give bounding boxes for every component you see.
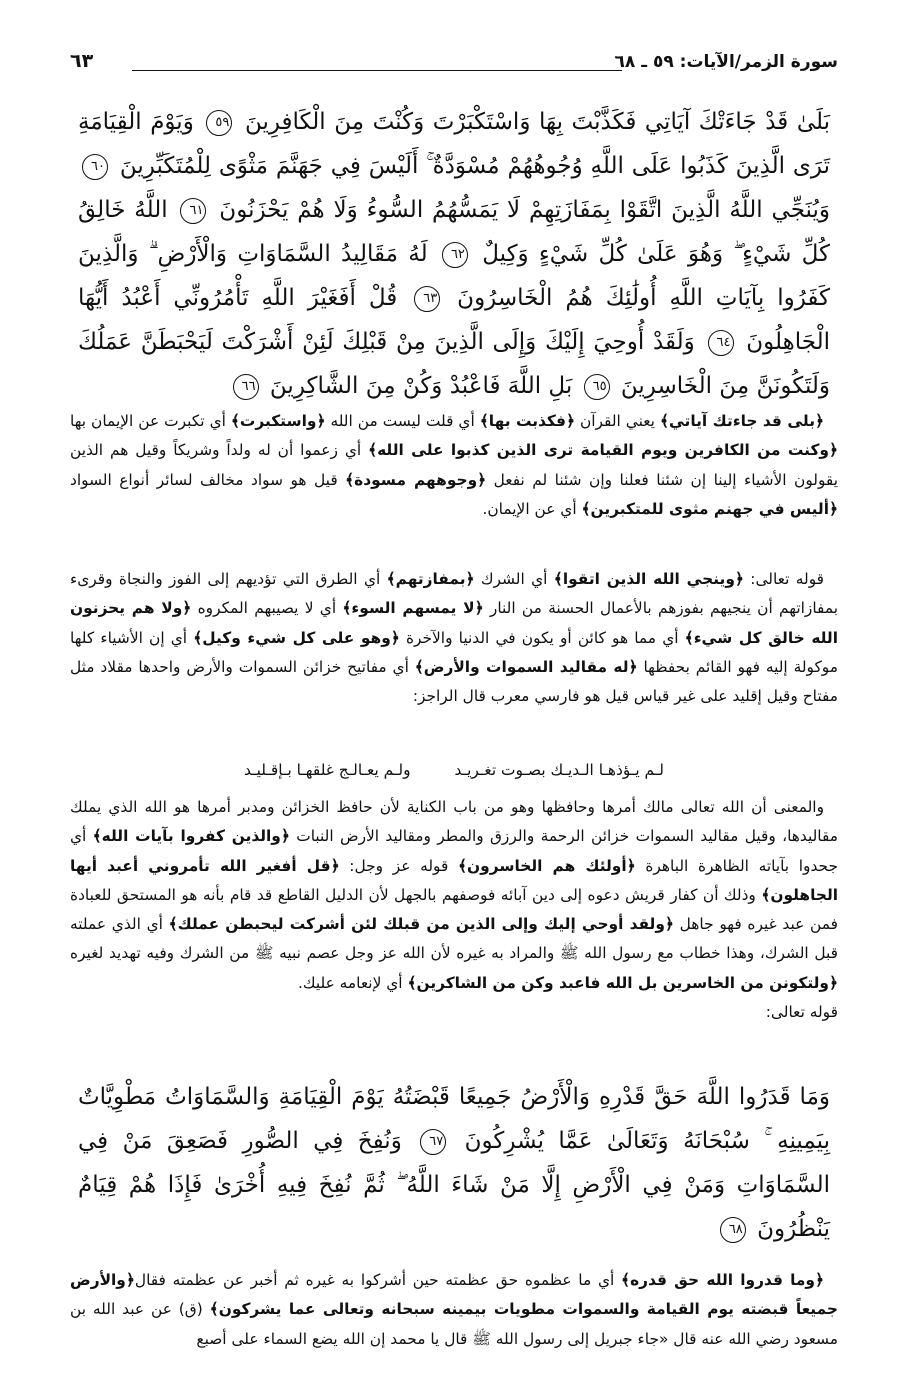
ayah-marker-67: ٦٧ bbox=[420, 1129, 446, 1155]
ayah-marker-59: ٥٩ bbox=[206, 110, 232, 136]
text: أي ما عظموه حق عظمته حين أشركوا به غيره ثم أخبر عن عظمته فقال bbox=[134, 1271, 622, 1289]
ayah-marker-60: ٦٠ bbox=[82, 154, 108, 180]
verse-61-text: وَيُنَجِّي اللَّهُ الَّذِينَ اتَّقَوْا بِمَفَازَتِهِمْ لَا يَمَسُّهُمُ السُّوءُ وَلَا هُمْ يَحْزَنُونَ bbox=[219, 197, 830, 223]
quote: ﴿أليس في جهنم مثوى للمتكبرين﴾ bbox=[581, 499, 838, 518]
text: أي مفاتيح خزائن السموات والأرض واحدها مقلاد مثل مفتاح وقيل إقليد على غير قياس قيل هو فارسي معرب قال الراجز: bbox=[70, 657, 838, 706]
poem-hemistich-1: لـم يـؤذهـا الـديـك بصـوت تغـريـد bbox=[454, 761, 664, 779]
text: أي زعموا أن له ولداً وشريكاً وقيل هم الذين يقولون الأشياء إلينا إن شئنا فعلنا وإن شئنا لم نفعل bbox=[70, 441, 838, 489]
commentary-paragraph-3 bbox=[70, 793, 838, 1059]
text: أي قلت ليست من الله bbox=[325, 412, 480, 430]
quote: ﴿والذين كفروا بآيات الله﴾ bbox=[92, 827, 290, 846]
poem-verse bbox=[70, 755, 838, 791]
ayah-marker-62: ٦٢ bbox=[442, 242, 468, 268]
verse-64-text: قُلْ أَفَغَيْرَ اللَّهِ تَأْمُرُونِّي أَعْبُدُ أَيُّهَا الْجَاهِلُونَ bbox=[78, 285, 831, 355]
quote: ﴿لا يمسهم السوء﴾ bbox=[342, 599, 484, 618]
text: أي لإنعامه عليك. bbox=[298, 973, 408, 992]
quote: ﴿فكذبت بها﴾ bbox=[479, 412, 575, 430]
verse-63-text: لَهُ مَقَالِيدُ السَّمَاوَاتِ وَالْأَرْضِ ۗ وَالَّذِينَ كَفَرُوا بِآيَاتِ اللَّهِ أُولَٰئِكَ هُمُ الْخَاسِرُونَ bbox=[78, 241, 830, 311]
text: قوله عز وجل: bbox=[339, 856, 459, 875]
quote: ﴿واستكبرت﴾ bbox=[230, 412, 326, 430]
text: قيل هو سواد مخالف لسائر أنواع السواد bbox=[70, 470, 346, 489]
header-rule bbox=[132, 70, 622, 71]
commentary-paragraph-1 bbox=[70, 407, 838, 559]
text: أي الذي عملته قبل الشرك، وهذا خطاب مع رسول الله ﷺ والمراد به غيره لأن الله عز وجل عصم نبيه ﷺ من الشرك وفيه تهديد لغيره bbox=[70, 915, 838, 963]
text: أي جحدوا بآياته الظاهرة الباهرة bbox=[70, 827, 838, 875]
text: أي إن الأشياء كلها موكولة إليه فهو القائم بحفظها bbox=[70, 628, 838, 676]
quote: ﴿قل أفغير الله تأمروني أعبد أيها الجاهلون﴾ bbox=[70, 856, 838, 904]
verse-68-text: وَنُفِخَ فِي الصُّورِ فَصَعِقَ مَنْ فِي السَّمَاوَاتِ وَمَنْ فِي الْأَرْضِ إِلَّا مَنْ شَاءَ اللَّهُ ۖ ثُمَّ نُفِخَ فِيهِ أُخْرَىٰ فَإِذَا هُمْ قِيَامٌ يَنْظُرُونَ bbox=[78, 1128, 830, 1242]
page-number: ٦٣ bbox=[70, 50, 94, 72]
text: والمعنى أن الله تعالى مالك أمرها وحافظها وهو من باب الكناية لأن حافظ الخزائن ومدبر أمرها هو الله الذي يملك مقاليدها، وقيل مقاليد السموات خزائن الرحمة والرزق والمطر ومقاليد الأرض النبات bbox=[70, 798, 839, 846]
running-header bbox=[70, 48, 838, 82]
quote: ﴿وما قدروا الله حق قدره﴾ bbox=[621, 1271, 825, 1289]
poem-hemistich-2: ولـم يعـالـج غلقهـا بـإقـليـد bbox=[244, 761, 411, 779]
ayah-marker-63: ٦٣ bbox=[414, 286, 440, 312]
verse-67-text: وَمَا قَدَرُوا اللَّهَ حَقَّ قَدْرِهِ وَالْأَرْضُ جَمِيعًا قَبْضَتُهُ يَوْمَ الْقِيَامَةِ وَالسَّمَاوَاتُ مَطْوِيَّاتٌ بِيَمِينِهِ ۚ سُبْحَانَهُ وَتَعَالَىٰ عَمَّا يُشْرِكُونَ bbox=[78, 1084, 830, 1154]
verse-59-text: بَلَىٰ قَدْ جَاءَتْكَ آيَاتِي فَكَذَّبْتَ بِهَا وَاسْتَكْبَرْتَ وَكُنْتَ مِنَ الْكَافِرِينَ bbox=[244, 109, 831, 135]
text: يعني القرآن bbox=[574, 412, 660, 430]
ayah-marker-66: ٦٦ bbox=[233, 374, 259, 400]
verse-60-text: وَيَوْمَ الْقِيَامَةِ تَرَى الَّذِينَ كَذَبُوا عَلَى اللَّهِ وُجُوهُهُمْ مُسْوَدَّةٌ ۚ أَلَيْسَ فِي جَهَنَّمَ مَثْوًى لِلْمُتَكَبِّرِينَ bbox=[78, 109, 830, 179]
surah-header-title: سورة الزمر/الآيات: ٥٩ ـ ٦٨ bbox=[614, 52, 838, 72]
ayah-marker-64: ٦٤ bbox=[708, 330, 734, 356]
text: وذلك أن كفار قريش دعوه إلى دين آبائه فوصفهم بالجهل لأن الدليل القاطع قد قام بأنه هو المستحق للعبادة فمن عبد غيره فهو جاهل bbox=[70, 885, 838, 934]
text: أي الطرق التي تؤديهم إلى الفوز والنجاة وقرىء بمفازاتهم أن ينجيهم بفوزهم بالأعمال الحسنة من النار bbox=[70, 570, 839, 618]
text: أي تكبرت عن الإيمان بها bbox=[70, 412, 231, 430]
verse-62-text: اللَّهُ خَالِقُ كُلِّ شَيْءٍ ۖ وَهُوَ عَلَىٰ كُلِّ شَيْءٍ وَكِيلٌ bbox=[78, 197, 831, 267]
ayah-marker-65: ٦٥ bbox=[584, 374, 610, 400]
quote: ﴿ولقد أوحي إليك وإلى الذين من قبلك لئن أشركت ليحبطن عملك﴾ bbox=[168, 915, 674, 934]
quran-verses-59-66 bbox=[70, 88, 838, 403]
text: قوله تعالى: bbox=[765, 1003, 838, 1022]
verse-66-text: بَلِ اللَّهَ فَاعْبُدْ وَكُنْ مِنَ الشَّاكِرِينَ bbox=[269, 373, 573, 399]
quote: ﴿وجوههم مسودة﴾ bbox=[345, 470, 487, 489]
quote: ﴿والأرض جميعاً قبضته يوم القيامة والسموات مطويات بيمينه سبحانه وتعالى عما يشركون﴾ bbox=[70, 1271, 838, 1319]
quote: ﴿بمفازتهم﴾ bbox=[386, 570, 475, 588]
quran-verses-67-68 bbox=[70, 1063, 838, 1258]
quote: ﴿وهو على كل شيء وكيل﴾ bbox=[193, 628, 400, 647]
quote: ﴿أولئك هم الخاسرون﴾ bbox=[458, 856, 636, 875]
text: (ق) عن عبد الله بن مسعود رضي الله عنه قال «جاء جبريل إلى رسول الله ﷺ قال يا محمد إن الله يضع السماء على أصبع bbox=[70, 1300, 838, 1348]
text: أي عن الإيمان. bbox=[482, 499, 582, 518]
text: أي مما هو كائن أو يكون في الدنيا والآخرة bbox=[399, 628, 685, 647]
commentary-paragraph-4 bbox=[70, 1266, 838, 1362]
text: أي لا يصيبهم المكروه bbox=[191, 599, 343, 618]
text: قوله تعالى: bbox=[743, 570, 825, 588]
quote: ﴿وكنت من الكافرين ويوم القيامة ترى الذين كذبوا على الله﴾ bbox=[368, 441, 838, 460]
verse-65-text: وَلَقَدْ أُوحِيَ إِلَيْكَ وَإِلَى الَّذِينَ مِنْ قَبْلِكَ لَئِنْ أَشْرَكْتَ لَيَحْبَطَنَّ عَمَلُكَ وَلَتَكُونَنَّ مِنَ الْخَاسِرِينَ bbox=[78, 329, 830, 399]
text: أي الشرك bbox=[474, 570, 554, 588]
quote: ﴿له مقاليد السموات والأرض﴾ bbox=[414, 657, 638, 676]
quote: ﴿ولا هم يحزنون الله خالق كل شيء﴾ bbox=[70, 599, 838, 647]
ayah-marker-61: ٦١ bbox=[180, 198, 206, 224]
book-page bbox=[70, 48, 838, 1358]
quote-bala-qad: ﴿بلى قد جاءتك آياتي﴾ bbox=[659, 412, 824, 430]
quote: ﴿ولتكونن من الخاسرين بل الله فاعبد وكن من الشاكرين﴾ bbox=[407, 973, 838, 992]
ayah-marker-68: ٦٨ bbox=[720, 1217, 746, 1243]
quote: ﴿وينجي الله الذين اتقوا﴾ bbox=[553, 570, 744, 588]
commentary-paragraph-2 bbox=[70, 565, 838, 755]
